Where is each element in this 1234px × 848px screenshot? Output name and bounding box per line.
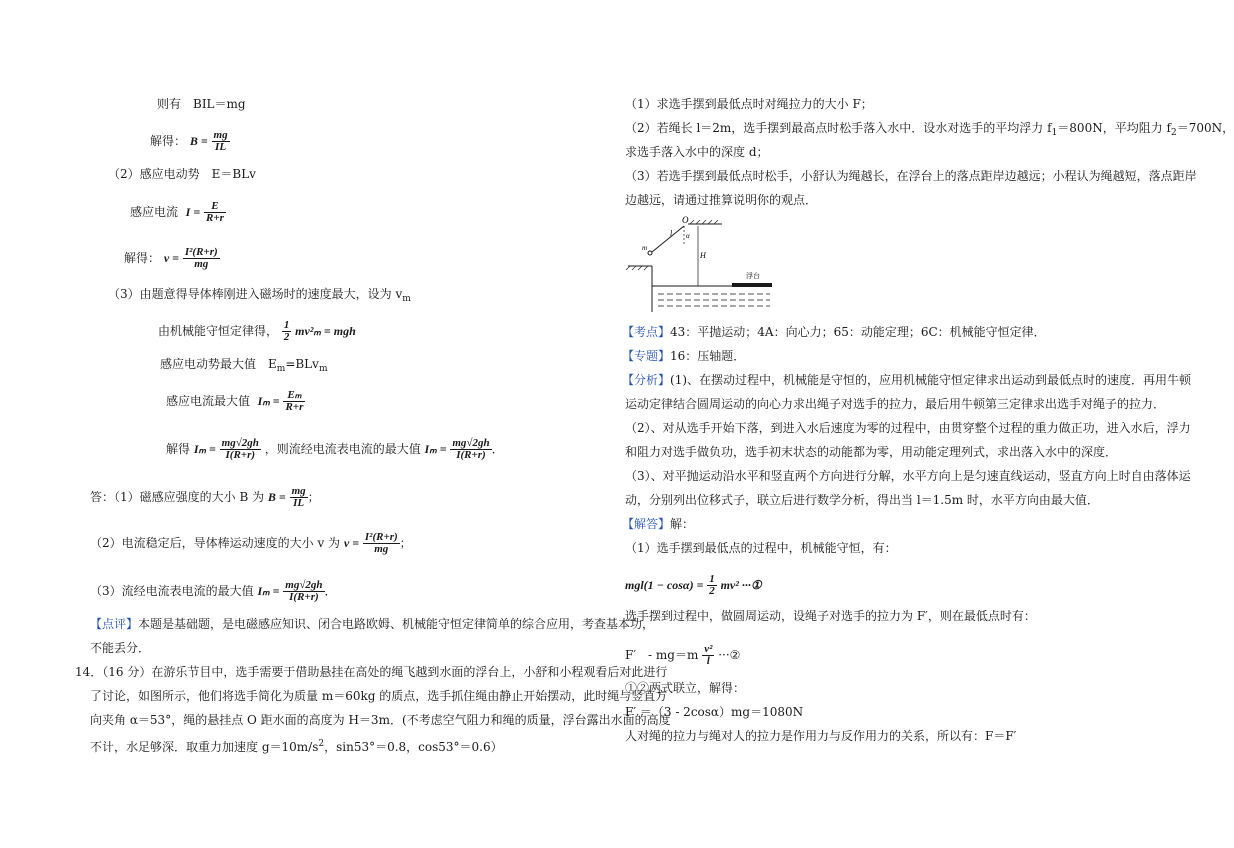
text-line: 运动定律结合圆周运动的向心力求出绳子对选手的拉力，最后用牛顿第三定律求出选手对绳子的拉力．	[625, 397, 1166, 411]
answer-1: 答：（1）磁感应强度的大小 B 为 B = $\frac{mg}{IL}$ ；	[90, 485, 320, 509]
zhuanti-line: 【专题】16：压轴题．	[622, 349, 746, 363]
text-line: （2）若绳长 l＝2m，选手摆到最高点时松手落入水中．设水对选手的平均浮力 $f_1=800N$，平均阻力 $f_2=700N$，	[625, 121, 1234, 138]
water-lines	[658, 294, 770, 306]
text-line: 不能丢分．	[90, 641, 151, 655]
text-line: （3）由题意得导体棒刚进入磁场时的速度最大，设为 $v_m$	[108, 287, 411, 304]
solve-v: 解得： v = $\frac{\text{I²(R+r)}}{mg}$	[124, 246, 218, 270]
text-line: 边越远，请通过推算说明你的观点．	[625, 193, 818, 207]
result-line: F′ ＝（3 - 2cosα）mg＝1080N	[625, 705, 804, 719]
fenxi-tag: 【分析】	[622, 373, 671, 387]
equation-2: F′ - mg＝m $\frac{\text{v²}}{l}$ ···②	[625, 643, 741, 667]
kaodian-line: 【考点】43：平抛运动；4A：向心力；65：动能定理；6C：机械能守恒定律．	[622, 325, 1046, 339]
text-line: 动，分别列出位移式子，联立后进行数学分析，得出当 l＝1.5m 时，水平方向由最大值．	[625, 493, 1099, 507]
right-column	[600, 0, 1234, 848]
contestant-mass	[648, 251, 652, 255]
fenxi-line: 【分析】(1)、在摆动过程中，机械能是守恒的，应用机械能守恒定律求出运动到最低点时的速度．再用牛顿	[622, 373, 1192, 387]
text-line: 选手摆到过程中，做圆周运动，设绳子对选手的拉力为 F′，则在最低点时有：	[625, 609, 1036, 623]
jieda-tag: 【解答】	[622, 517, 671, 531]
text-line: （3）、对平抛运动沿水平和竖直两个方向进行分解，水平方向上是匀速直线运动，竖直方向上时自由落体运	[625, 469, 1191, 483]
comment-line: 【点评】本题是基础题，是电磁感应知识、闭合电路欧姆、机械能守恒定律简单的综合应用，考查基本功，	[90, 617, 655, 631]
shore-hatch	[626, 266, 648, 270]
text-line: 则有 BIL＝mg	[157, 97, 246, 111]
equation-1: mgl(1 − cosα) = $\frac{1}{2}$ mv² ···①	[625, 573, 762, 597]
text-line: （2）感应电动势 E＝BLv	[108, 167, 256, 181]
ceiling-hatch	[690, 220, 718, 224]
comment-tag: 【点评】	[90, 617, 139, 631]
text-line: （1）求选手摆到最低点时对绳拉力的大小 F；	[625, 97, 873, 111]
energy-conservation: 由机械能守恒定律得， $\frac{1}{2}$ mv²ₘ = mgh	[158, 319, 356, 343]
text-line: 人对绳的拉力与绳对人的拉力是作用力与反作用力的关系，所以有：F＝F′	[625, 729, 1017, 743]
solve-B: 解得： B = $\frac{mg}{IL}$	[150, 129, 228, 153]
text-line: 不计，水足够深．取重力加速度 $g=10m/s^2$，sin53°＝0.8，cos53°＝0.6）	[90, 739, 503, 754]
text-line: （3）若选手摆到最低点时松手，小舒认为绳越长，在浮台上的落点距岸边越远；小程认为绳越短，落点距岸	[625, 169, 1197, 183]
label-l: l	[670, 229, 673, 238]
text-line: （2）、对从选手开始下落，到进入水后速度为零的过程中，由贯穿整个过程的重力做正功，进入水后，浮力	[625, 421, 1191, 435]
floating-platform	[732, 283, 772, 287]
text-line: ①②两式联立，解得：	[625, 681, 746, 695]
text-line: 和阻力对选手做负功，选手初末状态的动能都为零，用动能定理列式，求出落入水中的深度．	[625, 445, 1118, 459]
label-alpha: α	[686, 232, 690, 240]
max-current: 感应电流最大值 Iₘ = $\frac{\text{Eₘ}}{R+r}$	[166, 389, 304, 413]
rope-line	[652, 226, 684, 252]
answer-3: （3）流经电流表电流的最大值 Iₘ = $\frac{mg√2gh}{I(R+r)}$ ．	[90, 579, 337, 603]
label-H: H	[700, 251, 706, 260]
zhuanti-tag: 【专题】	[622, 349, 671, 363]
pendulum-figure	[622, 214, 774, 314]
kaodian-tag: 【考点】	[622, 325, 671, 339]
solve-Im: 解得 Iₘ = $\frac{mg√2gh}{I(R+r)}$ ，则流经电流表电流的最大值 Iₘ = $\frac{mg√2gh}{I(R+r)}$ ．	[166, 437, 504, 461]
text-line: 求选手落入水中的深度 d；	[625, 145, 769, 159]
text-line: 了讨论，如图所示，他们将选手简化为质量 m＝60kg 的质点，选手抓住绳由静止开始摆动，此时绳与竖直方	[90, 689, 668, 703]
text-line: 向夹角 α＝53°，绳的悬挂点 O 距水面的高度为 H＝3m．(不考虑空气阻力和绳的质量，浮台露出水面的高度	[90, 713, 671, 727]
jieda-line: 【解答】解：	[622, 517, 695, 531]
max-emf: 感应电动势最大值 $E_m=BLv_m$	[160, 357, 328, 374]
induced-current: 感应电流 I = $\frac{E}{R+r}$	[130, 200, 224, 224]
label-platform: 浮台	[746, 272, 760, 280]
text-line: （1）选手摆到最低点的过程中，机械能守恒，有：	[625, 541, 897, 555]
answer-2: （2）电流稳定后，导体棒运动速度的大小 v 为 v = $\frac{\text{I²(R+r)}}{mg}$ ；	[90, 531, 412, 555]
label-m: m	[642, 244, 648, 252]
label-O: O	[682, 215, 689, 225]
question-14: 14．（16 分）在游乐节目中，选手需要于借助悬挂在高处的绳飞越到水面的浮台上，小舒和小程观看后对此进行	[75, 665, 668, 679]
